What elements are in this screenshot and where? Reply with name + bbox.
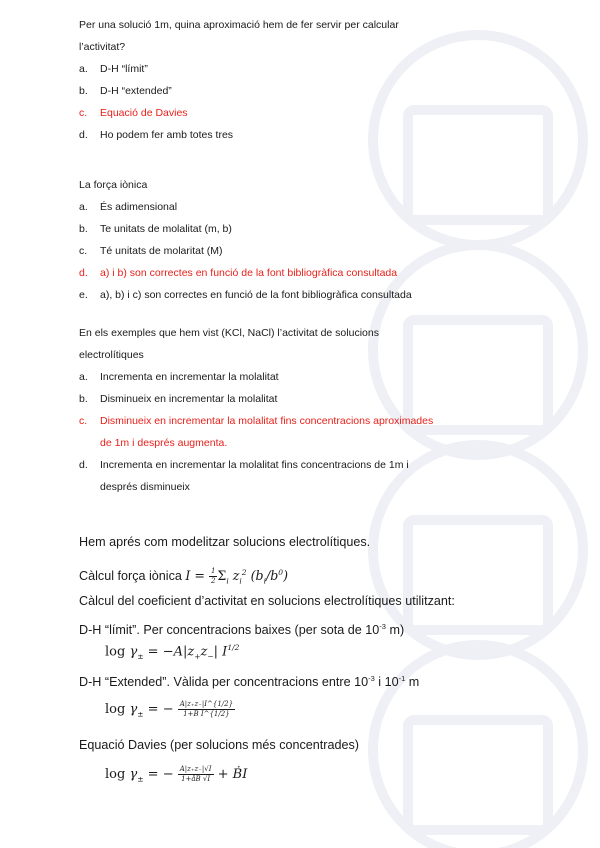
dh-extended-line: D-H “Extended”. Vàlida per concentracions entre $10^{-3}$ i $10^{-1}$ m <box>79 674 420 690</box>
question-2-text: La força iònica <box>79 179 148 191</box>
question-2-option-d-correct: d. a) i b) son correctes en funció de la font bibliogràfica consultada <box>79 267 398 279</box>
davies-line: Equació Davies (per solucions més concentrades) <box>79 738 359 752</box>
question-3-text-line-2: electrolítiques <box>79 349 144 361</box>
question-1-option-d: d. Ho podem fer amb totes tres <box>79 129 234 141</box>
coefficient-line: Càlcul del coeficient d’activitat en solucions electrolítiques utilitzant: <box>79 594 455 608</box>
question-3-option-c-correct: c. Disminueix en incrementar la molalitat fins concentracions aproximades de 1m i després augmenta. <box>79 415 434 449</box>
dh-limit-line: D-H “límit”. Per concentracions baixes (per sota de $10^{-3}$ m) <box>79 622 405 638</box>
question-2 <box>79 174 479 306</box>
question-3-option-d: d. Incrementa en incrementar la molalitat fins concentracions de 1m i després disminueix <box>79 459 409 493</box>
dh-extended-equation: $\log \gamma_\pm$ = − $\frac{A|z_+z_-|I\^{}\{1/2\}}{\text{1+B I\textasciicircum{}\{1/2\}}}$ <box>105 700 234 719</box>
ionic-strength-equation: I = $\frac{1}{2}$ $\Sigma_i$ $z_i^2$ $(b_i/b^0)$ <box>185 567 288 586</box>
question-1-option-b: b. D-H “extended” <box>79 85 172 97</box>
question-3-text-line-1: En els exemples que hem vist (KCl, NaCl) l’activitat de solucions <box>79 327 379 339</box>
question-2-option-e: e. a), b) i c) son correctes en funció de la font bibliogràfica consultada <box>79 289 412 301</box>
question-1-option-c-correct: c. Equació de Davies <box>79 107 188 119</box>
question-3 <box>79 322 479 498</box>
question-3-option-b: b. Disminueix en incrementar la molalitat <box>79 393 278 405</box>
summary-heading: Hem aprés com modelitzar solucions electrolítiques. <box>79 535 371 549</box>
question-2-option-c: c. Té unitats de molaritat (M) <box>79 245 223 257</box>
question-3-option-a: a. Incrementa en incrementar la molalitat <box>79 371 279 383</box>
dh-limit-equation: $\log \gamma_\pm = -A|z_+z_-|$ $I^{1/2}$ <box>105 643 240 661</box>
question-2-option-a: a. És adimensional <box>79 201 178 213</box>
question-1-text-line-2: l’activitat? <box>79 41 126 53</box>
davies-equation: $\log \gamma_\pm$ = − $\frac{A|z_+z_-|√I}{1+åB √I}$ + ḂI <box>105 765 248 784</box>
question-1-text-line-1: Per una solució 1m, quina aproximació hem de fer servir per calcular <box>79 19 399 31</box>
question-1 <box>79 14 479 146</box>
question-2-option-b: b. Te unitats de molalitat (m, b) <box>79 223 232 235</box>
ionic-strength-line: Càlcul força iònica I = $\frac{1}{2}$ $\Sigma_i$ $z_i^2$ $(b_i/b^0)$ <box>79 567 288 586</box>
question-1-option-a: a. D-H “límit” <box>79 63 148 75</box>
